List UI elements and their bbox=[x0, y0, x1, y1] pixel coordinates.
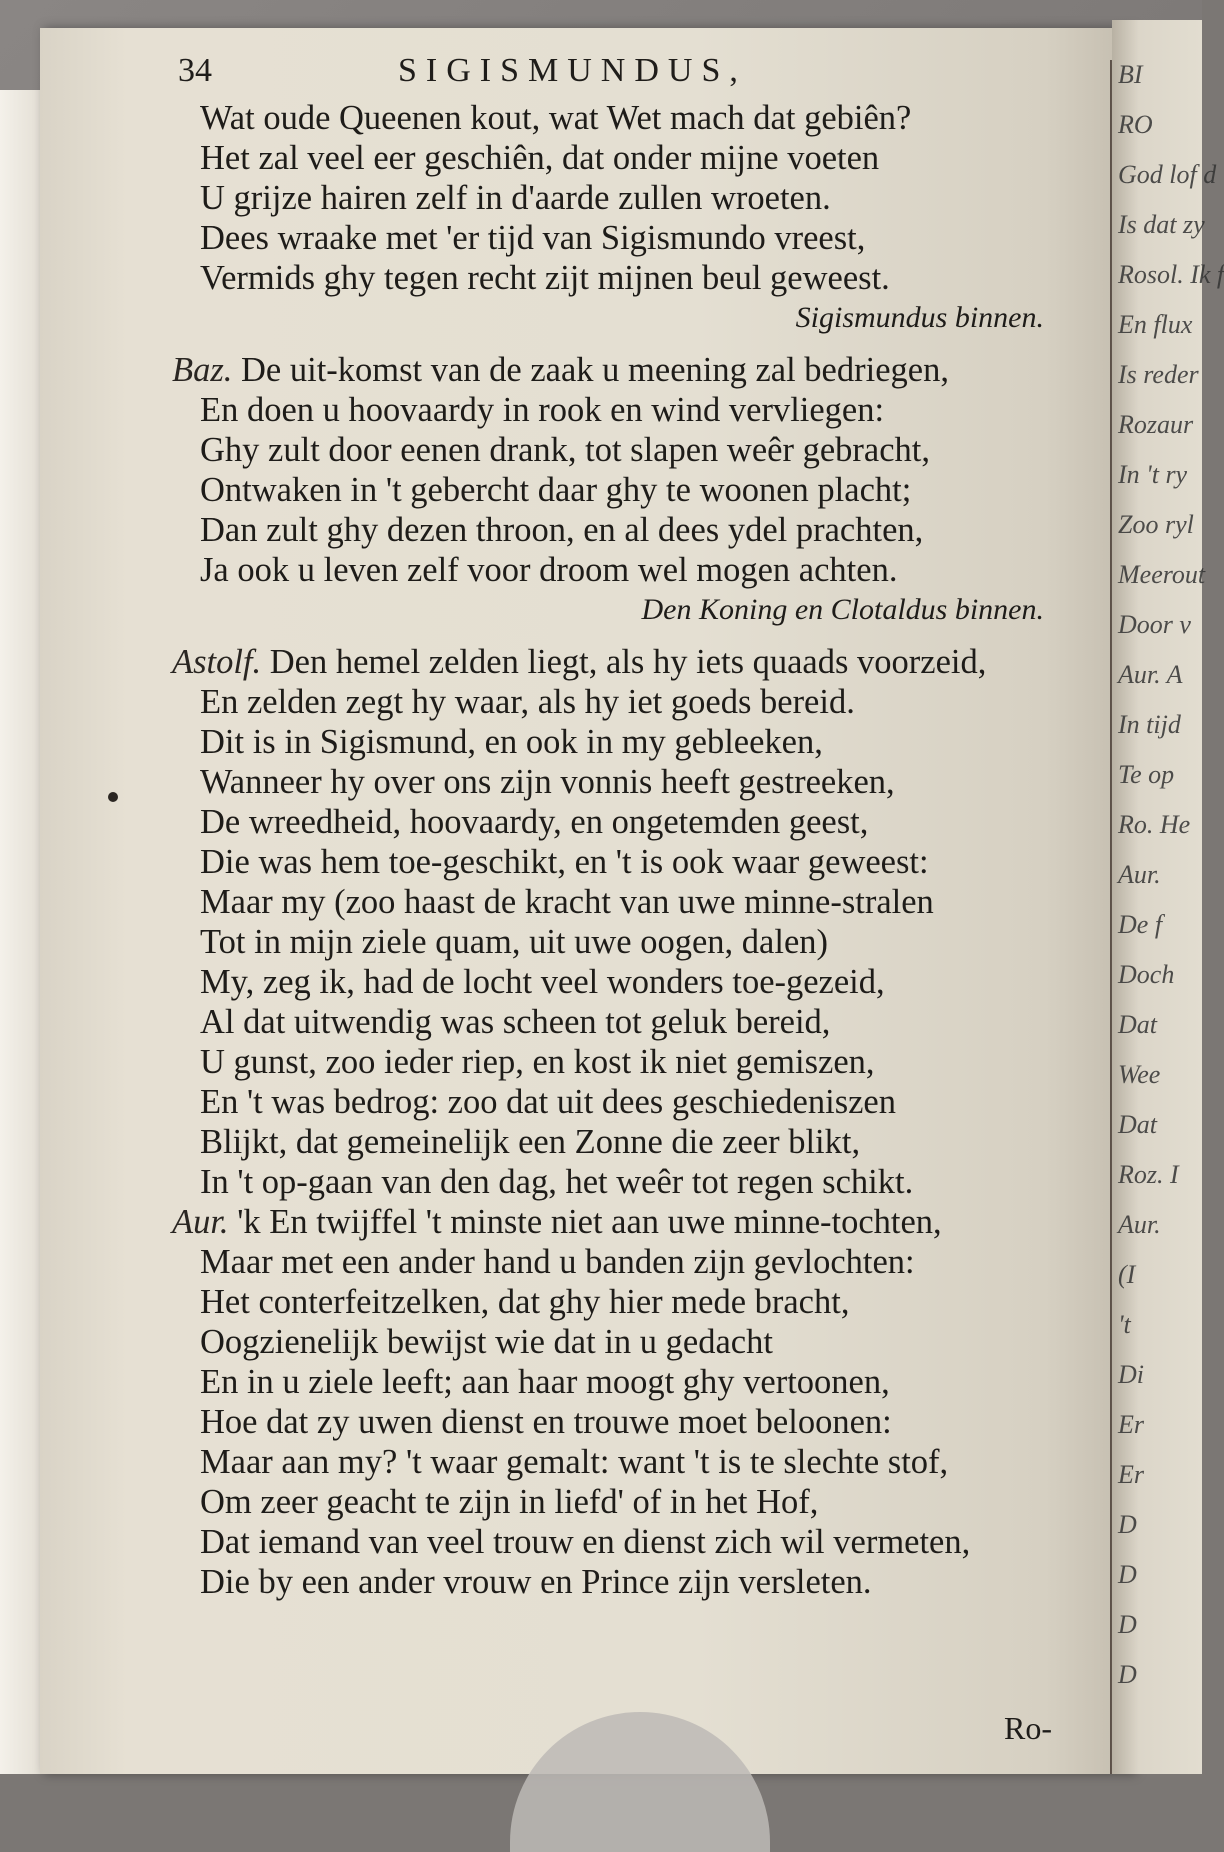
facing-page-fragment: Dat bbox=[1118, 1010, 1157, 1039]
speaker-label: Baz. bbox=[172, 351, 233, 389]
page-number: 34 bbox=[178, 52, 212, 89]
verse-line bbox=[184, 1362, 1104, 1402]
facing-page-fragment: 't bbox=[1118, 1310, 1131, 1339]
verse-line bbox=[172, 350, 1104, 390]
facing-page-fragment: D bbox=[1118, 1660, 1137, 1689]
facing-page-fragment: Aur. bbox=[1118, 1210, 1161, 1239]
facing-page-fragment: Rozaur bbox=[1118, 410, 1194, 439]
line-text: Maar met een ander hand u banden zijn gevlochten: bbox=[200, 1243, 915, 1281]
verse-line bbox=[184, 1402, 1104, 1442]
facing-page-fragment: Zoo ryl bbox=[1118, 510, 1194, 539]
page-header bbox=[178, 52, 998, 96]
line-text: Maar aan my? 't waar gemalt: want 't is te slechte stof, bbox=[200, 1443, 949, 1481]
facing-page-fragment: Te op bbox=[1118, 760, 1175, 789]
verse-line bbox=[184, 802, 1104, 842]
facing-page-fragment: Meerout bbox=[1118, 560, 1206, 589]
line-text: Den hemel zelden liegt, als hy iets quaads voorzeid, bbox=[269, 643, 987, 681]
verse-line bbox=[184, 1002, 1104, 1042]
facing-page-fragment: Roz. I bbox=[1118, 1160, 1179, 1189]
line-text: Wanneer hy over ons zijn vonnis heeft gestreeken, bbox=[200, 763, 895, 801]
facing-page-fragment: Aur. bbox=[1118, 860, 1161, 889]
verse-line bbox=[184, 1322, 1104, 1362]
verse-line bbox=[184, 98, 1104, 138]
line-text: Tot in mijn ziele quam, uit uwe oogen, dalen) bbox=[200, 923, 829, 961]
line-text: Blijkt, dat gemeinelijk een Zonne die zeer blikt, bbox=[200, 1123, 861, 1161]
speaker-label: Aur. bbox=[172, 1203, 229, 1241]
verse-text bbox=[172, 98, 1104, 1602]
verse-line bbox=[184, 258, 1104, 298]
verse-line bbox=[172, 1202, 1104, 1242]
verse-line bbox=[184, 1162, 1104, 1202]
line-text: Dan zult ghy dezen throon, en al dees ydel prachten, bbox=[200, 511, 924, 549]
verse-line bbox=[184, 550, 1104, 590]
line-text: Dees wraake met 'er tijd van Sigismundo vreest, bbox=[200, 219, 866, 257]
verse-line bbox=[184, 178, 1104, 218]
facing-page-fragment: Is reder bbox=[1118, 360, 1199, 389]
verse-line bbox=[184, 722, 1104, 762]
verse-line bbox=[184, 218, 1104, 258]
verse-line bbox=[184, 1482, 1104, 1522]
catchword: Ro- bbox=[1004, 1710, 1052, 1746]
verse-line bbox=[184, 682, 1104, 722]
facing-page bbox=[1112, 20, 1224, 1774]
verse-line bbox=[184, 962, 1104, 1002]
line-text: Ghy zult door eenen drank, tot slapen weêr gebracht, bbox=[200, 431, 930, 469]
stage-direction bbox=[184, 298, 1104, 338]
verse-line bbox=[184, 1522, 1104, 1562]
verse-line bbox=[184, 510, 1104, 550]
line-text: Oogzienelijk bewijst wie dat in u gedacht bbox=[200, 1323, 773, 1361]
verse-line bbox=[184, 1122, 1104, 1162]
line-text: Wat oude Queenen kout, wat Wet mach dat gebiên? bbox=[200, 99, 912, 137]
line-text: Dit is in Sigismund, en ook in my gebleeken, bbox=[200, 723, 823, 761]
line-text: U grijze hairen zelf in d'aarde zullen wroeten. bbox=[200, 179, 831, 217]
line-text: En doen u hoovaardy in rook en wind vervliegen: bbox=[200, 391, 885, 429]
line-text: Die was hem toe-geschikt, en 't is ook waar geweest: bbox=[200, 843, 929, 881]
verse-line bbox=[172, 642, 1104, 682]
line-text: Het conterfeitzelken, dat ghy hier mede bracht, bbox=[200, 1283, 850, 1321]
line-text: Al dat uitwendig was scheen tot geluk bereid, bbox=[200, 1003, 831, 1041]
facing-page-fragment: God lof d bbox=[1118, 160, 1217, 189]
line-text: De uit-komst van de zaak u meening zal bedriegen, bbox=[241, 351, 949, 389]
line-text: Ja ook u leven zelf voor droom wel mogen achten. bbox=[200, 551, 898, 589]
facing-page-fragment: Dat bbox=[1118, 1110, 1157, 1139]
facing-page-fragment: Aur. A bbox=[1118, 660, 1183, 689]
verse-line bbox=[184, 430, 1104, 470]
verse-line bbox=[184, 1282, 1104, 1322]
line-text: Den Koning en Clotaldus binnen. bbox=[641, 593, 1044, 626]
facing-page-fragment: De f bbox=[1118, 910, 1163, 939]
verse-line bbox=[184, 390, 1104, 430]
verse-line bbox=[184, 1442, 1104, 1482]
facing-page-fragment: Ro. He bbox=[1118, 810, 1191, 839]
facing-page-fragment: Di bbox=[1118, 1360, 1144, 1389]
facing-page-fragment: Er bbox=[1118, 1460, 1144, 1489]
facing-page-fragment: Door v bbox=[1118, 610, 1191, 639]
line-text: Ontwaken in 't gebercht daar ghy te woonen placht; bbox=[200, 471, 912, 509]
facing-page-fragment: D bbox=[1118, 1610, 1137, 1639]
facing-page-fragment: BI bbox=[1118, 60, 1143, 89]
facing-page-fragment: Rosol. Ik f bbox=[1118, 260, 1224, 289]
facing-page-fragment: D bbox=[1118, 1560, 1137, 1589]
line-text: In 't op-gaan van den dag, het weêr tot regen schikt. bbox=[200, 1163, 914, 1201]
facing-page-fragment: Is dat zy bbox=[1118, 210, 1205, 239]
speaker-label: Astolf. bbox=[172, 643, 262, 681]
facing-page-fragment: In 't ry bbox=[1118, 460, 1188, 489]
line-text: En in u ziele leeft; aan haar moogt ghy vertoonen, bbox=[200, 1363, 890, 1401]
line-text: My, zeg ik, had de locht veel wonders toe-gezeid, bbox=[200, 963, 885, 1001]
facing-page-fragment: Wee bbox=[1118, 1060, 1161, 1089]
facing-page-fragment: D bbox=[1118, 1510, 1137, 1539]
running-head: SIGISMUNDUS, bbox=[398, 52, 747, 89]
line-text: Maar my (zoo haast de kracht van uwe minne-stralen bbox=[200, 883, 934, 921]
facing-page-fragment: In tijd bbox=[1118, 710, 1181, 739]
line-text: En zelden zegt hy waar, als hy iet goeds bereid. bbox=[200, 683, 855, 721]
line-text: Dat iemand van veel trouw en dienst zich wil vermeten, bbox=[200, 1523, 971, 1561]
line-text: Hoe dat zy uwen dienst en trouwe moet beloonen: bbox=[200, 1403, 892, 1441]
line-text: Die by een ander vrouw en Prince zijn versleten. bbox=[200, 1563, 872, 1601]
facing-page-fragment: Er bbox=[1118, 1410, 1144, 1439]
ink-speck bbox=[108, 792, 118, 802]
line-text: Sigismundus binnen. bbox=[795, 301, 1044, 334]
line-text: Vermids ghy tegen recht zijt mijnen beul geweest. bbox=[200, 259, 890, 297]
facing-page-fragment: RO bbox=[1118, 110, 1153, 139]
line-text: En 't was bedrog: zoo dat uit dees geschiedeniszen bbox=[200, 1083, 896, 1121]
facing-page-fragment: (I bbox=[1118, 1260, 1136, 1289]
verse-line bbox=[184, 922, 1104, 962]
line-text: U gunst, zoo ieder riep, en kost ik niet gemiszen, bbox=[200, 1043, 875, 1081]
verse-line bbox=[184, 470, 1104, 510]
verse-line bbox=[184, 762, 1104, 802]
verse-line bbox=[184, 1242, 1104, 1282]
line-text: 'k En twijffel 't minste niet aan uwe minne-tochten, bbox=[237, 1203, 942, 1241]
stage-direction bbox=[184, 590, 1104, 630]
verse-line bbox=[184, 1082, 1104, 1122]
verse-line bbox=[184, 138, 1104, 178]
line-text: De wreedheid, hoovaardy, en ongetemden geest, bbox=[200, 803, 869, 841]
verse-line bbox=[184, 882, 1104, 922]
line-text: Het zal veel eer geschiên, dat onder mijne voeten bbox=[200, 139, 880, 177]
facing-page-fragment: En flux bbox=[1118, 310, 1193, 339]
facing-page-fragment: Doch bbox=[1118, 960, 1175, 989]
verse-line bbox=[184, 842, 1104, 882]
verse-line bbox=[184, 1562, 1104, 1602]
verse-line bbox=[184, 1042, 1104, 1082]
line-text: Om zeer geacht te zijn in liefd' of in het Hof, bbox=[200, 1483, 819, 1521]
